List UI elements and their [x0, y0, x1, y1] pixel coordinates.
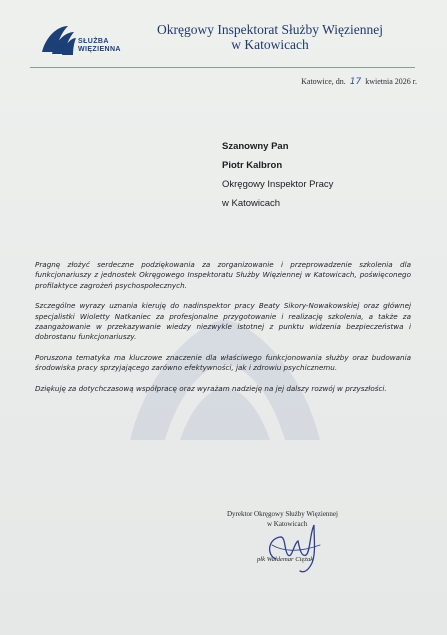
letter-body: [35, 260, 411, 404]
handwritten-signature-icon: [258, 515, 338, 575]
signature-name: płk Waldemar Ciężak: [257, 556, 314, 563]
header-divider: [30, 67, 415, 68]
date-day-handwritten: 17: [349, 77, 362, 87]
institution-line2: w Katowicach: [231, 37, 309, 52]
signature-title-line2: w Katowicach: [267, 520, 308, 528]
date-rest: kwietnia 2026 r.: [365, 77, 417, 86]
recipient-city: w Katowicach: [222, 198, 281, 209]
logo-text-line1: SŁUŻBA: [78, 38, 109, 45]
recipient-name: Piotr Kalbron: [222, 160, 283, 171]
recipient-block: [222, 137, 333, 213]
recipient-salutation: Szanowny Pan: [222, 141, 289, 152]
signature-title-line1: Dyrektor Okręgowy Służby Więziennej: [227, 510, 338, 518]
body-paragraph-3: Poruszona tematyka ma kluczowe znaczenie dla właściwego funkcjonowania służby oraz budowania środowiska pracy sprzyjającego zarówno efektywności, jak i zdrowiu psychicznemu.: [35, 352, 411, 373]
date-line: [301, 77, 417, 87]
body-paragraph-4: Dziękuję za dotychczasową współpracę oraz wyrażam nadzieję na jej dalszy rozwój w przyszłości.: [35, 383, 387, 393]
recipient-position: Okręgowy Inspektor Pracy: [222, 179, 334, 190]
institution-line1: Okręgowy Inspektorat Służby Więziennej: [156, 22, 384, 37]
logo-text-line2: WIĘZIENNA: [78, 46, 121, 53]
date-place: Katowice, dn.: [301, 77, 346, 86]
body-paragraph-2: Szczególne wyrazy uznania kieruję do nadinspektor pracy Beaty Sikory-Nowakowskiej oraz głównej specjalistki Wioletty Natkaniec za profesjonalne przygotowanie i realizację szkolenia, a także za zaangażowanie w przekazywanie wiedzy niezwykle istotnej z punktu widzenia bezpieczeństwa i dobrostanu funkcjonariuszy.: [35, 301, 411, 342]
body-paragraph-1: Pragnę złożyć serdeczne podziękowania za zorganizowanie i przeprowadzenie szkolenia dla funkcjonariuszy z jednostek Okręgowego Inspektoratu Służby Więziennej w Katowicach, poświęconego profilaktyce zagrożeń psychospołecznych.: [35, 260, 411, 290]
institution-name: [140, 22, 400, 52]
